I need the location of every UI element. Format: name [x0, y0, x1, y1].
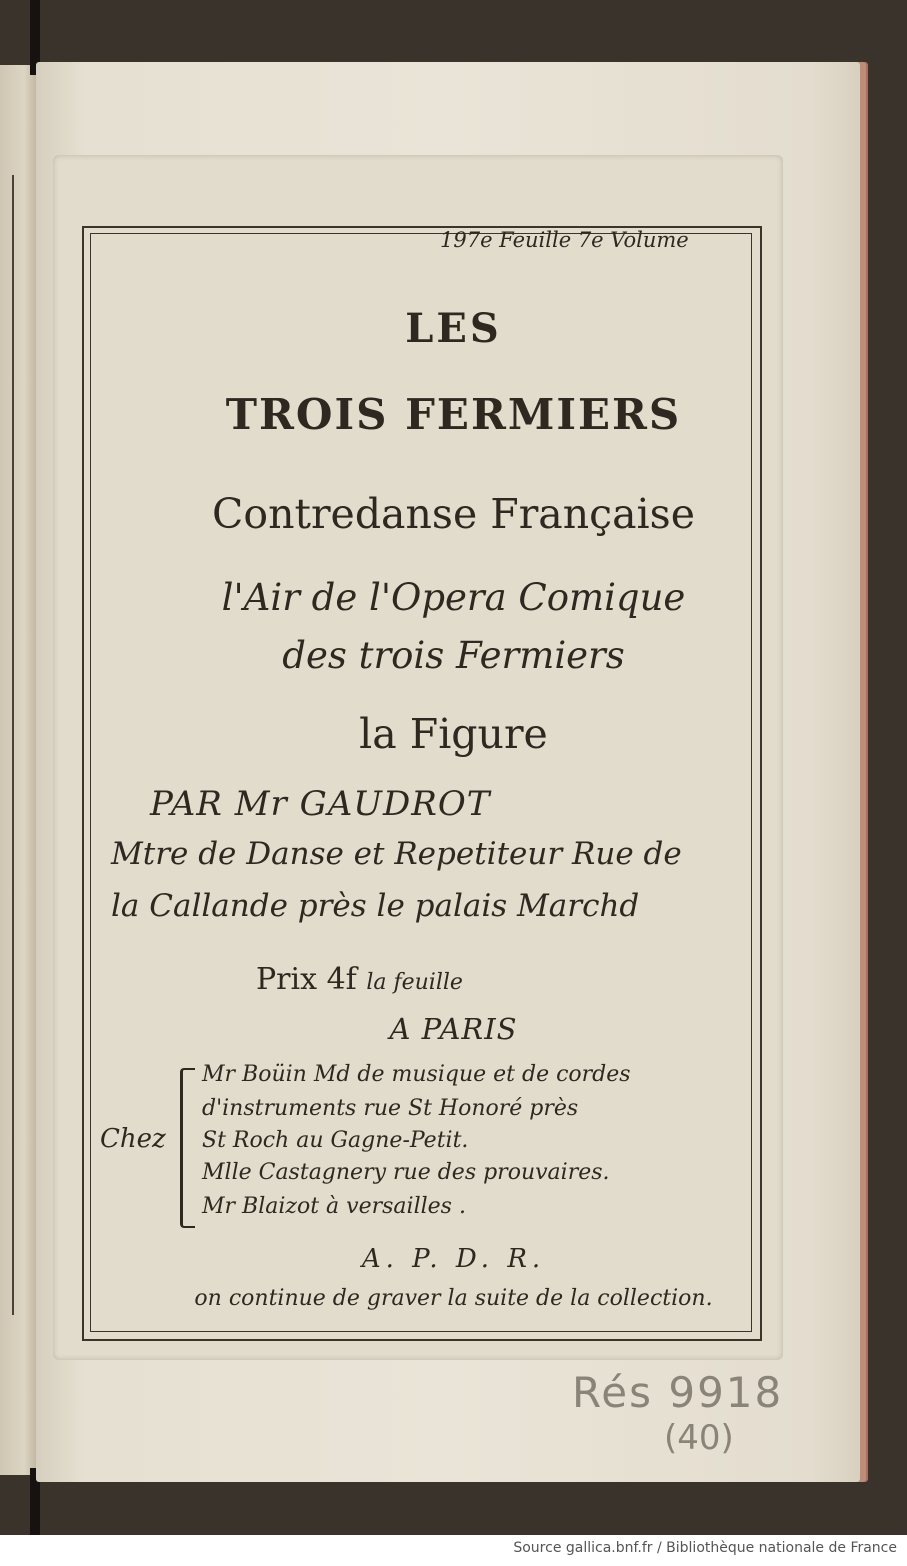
price	[256, 962, 463, 997]
sheet-volume-header: 197e Feuille 7e Volume	[440, 228, 689, 252]
author-title-line2: la Callande près le palais Marchd	[111, 888, 640, 924]
source-caption: Source gallica.bnf.fr / Bibliothèque nationale de France	[513, 1540, 897, 1556]
collection-note: on continue de graver la suite de la collection.	[194, 1286, 713, 1311]
sellers-chez: Chez	[100, 1124, 166, 1154]
shelfmark-number: (40)	[664, 1418, 734, 1458]
title-trois-fermiers: TROIS FERMIERS	[225, 390, 682, 439]
seller-line: Mr Blaizot à versailles .	[202, 1194, 466, 1219]
title-des-trois-fermiers: des trois Fermiers	[282, 634, 625, 677]
title-la-figure: la Figure	[359, 710, 548, 758]
seller-line: d'instruments rue St Honoré près	[202, 1096, 579, 1121]
seller-line: Mr Boüin Md de musique et de cordes	[202, 1062, 631, 1087]
place-paris: A PARIS	[389, 1012, 518, 1046]
price-amount: Prix 4f	[256, 962, 357, 997]
shelfmark: Rés 9918	[572, 1368, 784, 1417]
seller-line: Mlle Castagnery rue des prouvaires.	[202, 1160, 610, 1185]
title-contredanse: Contredanse Française	[212, 490, 695, 538]
seller-line: St Roch au Gagne-Petit.	[202, 1128, 469, 1153]
privilege-apdr: A. P. D. R.	[361, 1244, 546, 1274]
author-name: PAR Mr GAUDROT	[150, 784, 491, 824]
author-title-line1: Mtre de Danse et Repetiteur Rue de	[111, 836, 682, 872]
sellers-brace	[180, 1068, 195, 1228]
title-les: LES	[405, 305, 502, 352]
title-air-opera: l'Air de l'Opera Comique	[221, 576, 686, 619]
price-unit: la feuille	[366, 970, 463, 995]
